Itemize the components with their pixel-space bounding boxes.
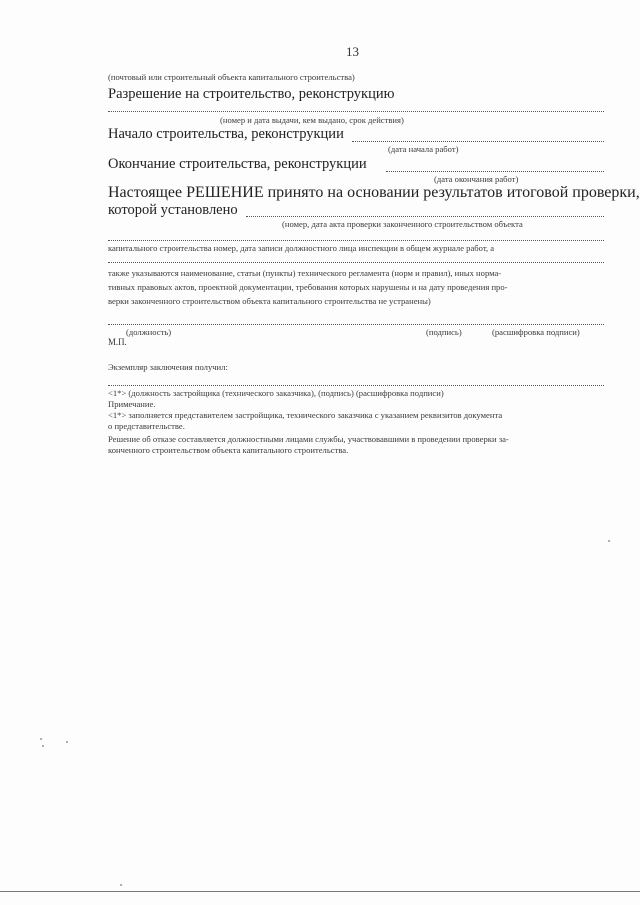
note-title: Примечание.: [108, 399, 156, 409]
blank-rule-2: [108, 262, 604, 263]
sig-decode-label: (расшифровка подписи): [492, 327, 580, 337]
decision-line-1: Настоящее РЕШЕНИЕ принято на основании результатов итоговой проверки,: [108, 184, 640, 201]
scan-speck: [66, 741, 68, 743]
sig-signature-label: (подпись): [426, 327, 462, 337]
scan-speck: [40, 738, 42, 740]
para-line-2: тивных правовых актов, проектной документации, требования которых нарушены и на дату проведения про-: [108, 282, 508, 292]
start-note: (дата начала работ): [388, 144, 459, 154]
stamp-label: М.П.: [108, 337, 127, 347]
end-fill-rule: [386, 171, 604, 172]
note-1-line-1: <1*> заполняется представителем застройщика, технического заказчика с указанием реквизитов документа: [108, 410, 503, 420]
scan-bottom-edge: [0, 891, 640, 892]
note-2-line-2: конченного строительством объекта капитального строительства.: [108, 445, 349, 455]
received-rule: [108, 385, 604, 386]
para-line-3: верки законченного строительством объекта капитального строительства не устранены): [108, 296, 431, 306]
permit-fill-rule: [108, 111, 604, 112]
decision-note: (номер, дата акта проверки законченного строительством объекта: [282, 219, 523, 229]
note-2-line-1: Решение об отказе составляется должностными лицами службы, участвовавшими в проведении проверки за-: [108, 434, 509, 444]
start-line: Начало строительства, реконструкции: [108, 126, 344, 142]
blank-rule-1: [108, 240, 604, 241]
copy-received: Экземпляр заключения получил:: [108, 362, 228, 372]
signature-rule: [108, 324, 604, 325]
scan-speck: [608, 540, 610, 542]
permit-note: (номер и дата выдачи, кем выдано, срок действия): [220, 115, 404, 125]
end-line: Окончание строительства, реконструкции: [108, 156, 367, 172]
decision-fill-rule: [246, 216, 604, 217]
para-line-1: также указываются наименование, статьи (пункты) технического регламента (норм и правил), иных норма-: [108, 268, 502, 278]
start-fill-rule: [352, 141, 604, 142]
decision-line-2: которой установлено: [108, 202, 238, 218]
scan-speck: [42, 745, 44, 747]
scan-speck: [120, 884, 122, 886]
end-note: (дата окончания работ): [434, 174, 519, 184]
note-1-line-2: о представительстве.: [108, 421, 185, 431]
footnote-signature: <1*> (должность застройщика (технического заказчика), (подпись) (расшифровка подписи): [108, 388, 444, 398]
journal-line: капитального строительства номер, дата записи должностного лица инспекции в общем журнале работ, а: [108, 243, 495, 253]
page-number: 13: [346, 44, 359, 59]
sig-position-label: (должность): [126, 327, 172, 337]
postal-note: (почтовый или строительный объекта капитального строительства): [108, 72, 355, 82]
permit-line: Разрешение на строительство, реконструкцию: [108, 86, 395, 102]
